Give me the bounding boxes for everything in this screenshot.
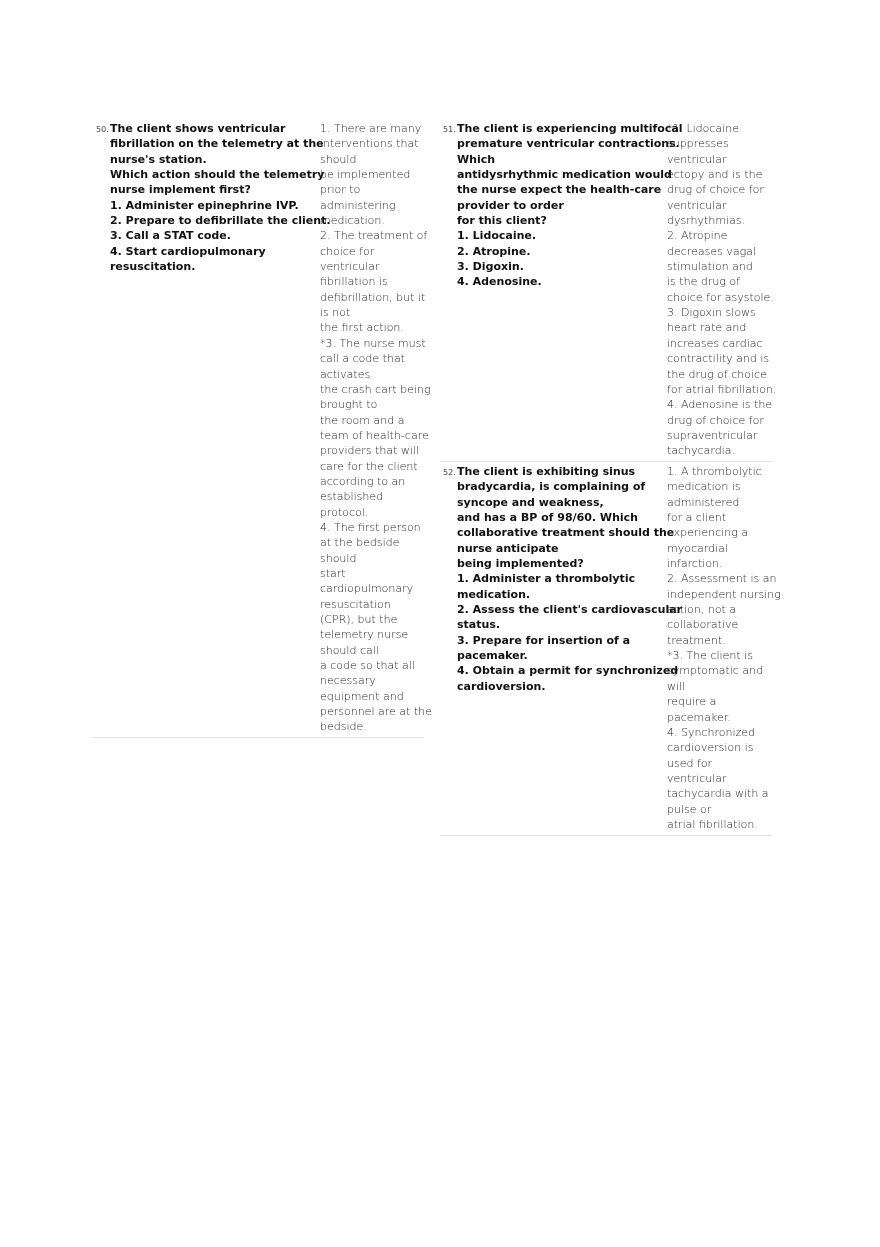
text-line: is not <box>320 306 351 320</box>
text-line: 2. Prepare to defibrillate the client. <box>110 214 331 228</box>
text-line: pulse or <box>667 802 712 816</box>
text-line: nurse implement first? <box>110 183 251 197</box>
text-line: 4. Start cardiopulmonary <box>110 244 266 258</box>
text-line: ventricular <box>667 771 727 785</box>
text-line: medication. <box>457 587 531 601</box>
text-line: premature ventricular contractions. <box>457 137 680 151</box>
text-line: 4. The first person <box>320 520 421 534</box>
row-divider <box>440 461 772 462</box>
question-number: 50. <box>96 125 109 134</box>
text-line: contractility and is <box>667 352 770 366</box>
text-line: choice for asystole. <box>667 290 774 304</box>
text-line: is the drug of <box>667 275 741 289</box>
text-line: Which action should the telemetry <box>110 168 325 182</box>
text-line: defibrillation, but it <box>320 290 426 304</box>
text-line: suppresses <box>667 137 729 151</box>
text-line: tachycardia with a <box>667 787 769 801</box>
text-line: ventricular <box>667 152 727 166</box>
text-line: tachycardia. <box>667 444 735 458</box>
text-line: bedside. <box>320 720 367 734</box>
text-line: call a code that <box>320 352 405 366</box>
text-line: interventions that <box>320 137 419 151</box>
text-line: 3. Digoxin. <box>457 260 524 274</box>
text-line: medication. <box>320 214 385 228</box>
text-line: 4. Synchronized <box>667 725 756 739</box>
text-line: for this client? <box>457 214 547 228</box>
text-line: 1. Lidocaine. <box>457 229 537 243</box>
text-line: nurse's station. <box>110 152 207 166</box>
text-line: activates <box>320 367 371 381</box>
text-line: dysrhythmias. <box>667 214 746 228</box>
text-line: cardioversion is <box>667 741 754 755</box>
text-line: a code so that all <box>320 659 415 673</box>
text-line: be implemented <box>320 168 411 182</box>
text-line: antidysrhythmic medication would <box>457 168 672 182</box>
text-line: bradycardia, is complaining of <box>457 480 646 494</box>
answer-rationale <box>667 464 781 832</box>
text-line: supraventricular <box>667 428 758 442</box>
text-line: 3. Digoxin slows <box>667 306 756 320</box>
text-line: the drug of choice <box>667 367 767 381</box>
text-line: fibrillation on the telemetry at the <box>110 137 324 151</box>
answer-rationale <box>667 121 776 459</box>
text-line: personnel are at the <box>320 705 432 719</box>
text-line: resuscitation <box>320 597 391 611</box>
text-line: 1. A thrombolytic <box>667 465 762 478</box>
text-line: *1. Lidocaine <box>667 122 739 135</box>
text-line: 2. Atropine. <box>457 244 531 258</box>
text-line: and has a BP of 98/60. Which <box>457 511 639 525</box>
text-line: action, not a <box>667 603 737 617</box>
text-line: *3. The nurse must <box>320 336 426 350</box>
text-line: ectopy and is the <box>667 168 763 182</box>
text-line: myocardial <box>667 541 728 555</box>
text-line: care for the client <box>320 459 418 473</box>
text-line: status. <box>457 618 501 632</box>
text-line: 1. Administer a thrombolytic <box>457 572 636 586</box>
text-line: should <box>320 551 357 565</box>
text-line: for a client <box>667 511 727 525</box>
text-line: 2. Assessment is an <box>667 572 777 586</box>
text-line: nurse anticipate <box>457 541 559 555</box>
question-text <box>457 464 682 694</box>
row-divider <box>92 737 424 738</box>
text-line: cardioversion. <box>457 679 546 693</box>
text-line: 3. Prepare for insertion of a <box>457 633 631 647</box>
text-line: independent nursing <box>667 587 781 601</box>
question-number: 52. <box>443 468 456 477</box>
text-line: resuscitation. <box>110 260 196 274</box>
text-line: telemetry nurse <box>320 628 409 642</box>
text-line: necessary <box>320 674 376 688</box>
text-line: pacemaker. <box>457 649 528 663</box>
text-line: 1. There are many <box>320 122 422 135</box>
text-line: increases cardiac <box>667 336 763 350</box>
text-line: start <box>320 566 346 580</box>
text-line: 2. The treatment of <box>320 229 428 243</box>
text-line: cardiopulmonary <box>320 582 414 596</box>
text-line: the first action. <box>320 321 404 335</box>
text-line: 4. Adenosine is the <box>667 398 773 412</box>
text-line: established <box>320 490 384 504</box>
text-line: syncope and weakness, <box>457 495 604 509</box>
text-line: the room and a <box>320 413 405 427</box>
text-line: according to an <box>320 474 406 488</box>
text-line: 4. Adenosine. <box>457 275 542 289</box>
text-line: administered <box>667 495 740 509</box>
text-line: will <box>667 679 686 693</box>
text-line: brought to <box>320 398 378 412</box>
text-line: should <box>320 152 357 166</box>
text-line: The client shows ventricular <box>110 122 286 135</box>
text-line: for atrial fibrillation. <box>667 382 777 396</box>
question-text <box>457 121 683 290</box>
text-line: pacemaker. <box>667 710 731 724</box>
text-line: drug of choice for <box>667 183 764 197</box>
text-line: decreases vagal <box>667 244 756 258</box>
text-line: used for <box>667 756 713 770</box>
text-line: provider to order <box>457 198 564 212</box>
text-line: require a <box>667 695 717 709</box>
text-line: team of health-care <box>320 428 429 442</box>
text-line: *3. The client is <box>667 649 753 663</box>
text-line: (CPR), but the <box>320 613 398 626</box>
text-line: The client is exhibiting sinus <box>457 465 636 478</box>
row-divider <box>440 835 772 836</box>
text-line: ventricular <box>667 198 727 212</box>
text-line: experiencing a <box>667 526 749 540</box>
text-line: administering <box>320 198 396 212</box>
text-line: prior to <box>320 183 361 197</box>
question-number: 51. <box>443 125 456 134</box>
text-line: ventricular <box>320 260 380 274</box>
text-line: 2. Atropine <box>667 229 728 243</box>
text-line: 4. Obtain a permit for synchronized <box>457 664 679 678</box>
text-line: protocol. <box>320 505 369 519</box>
text-line: should call <box>320 643 379 657</box>
text-line: at the bedside <box>320 536 400 550</box>
text-line: infarction. <box>667 557 723 571</box>
text-line: The client is experiencing multifocal <box>457 122 683 135</box>
text-line: the crash cart being <box>320 382 431 396</box>
text-line: drug of choice for <box>667 413 764 427</box>
text-line: Which <box>457 152 496 166</box>
text-line: heart rate and <box>667 321 747 335</box>
text-line: equipment and <box>320 689 404 703</box>
text-line: the nurse expect the health-care <box>457 183 662 197</box>
text-line: fibrillation is <box>320 275 388 289</box>
text-line: collaborative treatment should the <box>457 526 675 540</box>
text-line: choice for <box>320 244 375 258</box>
text-line: stimulation and <box>667 260 753 274</box>
text-line: medication is <box>667 480 741 494</box>
text-line: treatment. <box>667 633 726 647</box>
text-line: 2. Assess the client's cardiovascular <box>457 603 683 617</box>
text-line: being implemented? <box>457 557 584 571</box>
question-text <box>110 121 331 274</box>
text-line: symptomatic and <box>667 664 764 678</box>
text-line: 3. Call a STAT code. <box>110 229 231 243</box>
text-line: providers that will <box>320 444 420 458</box>
text-line: 1. Administer epinephrine IVP. <box>110 198 299 212</box>
text-line: collaborative <box>667 618 739 632</box>
answer-rationale <box>320 121 432 735</box>
text-line: atrial fibrillation. <box>667 817 758 831</box>
